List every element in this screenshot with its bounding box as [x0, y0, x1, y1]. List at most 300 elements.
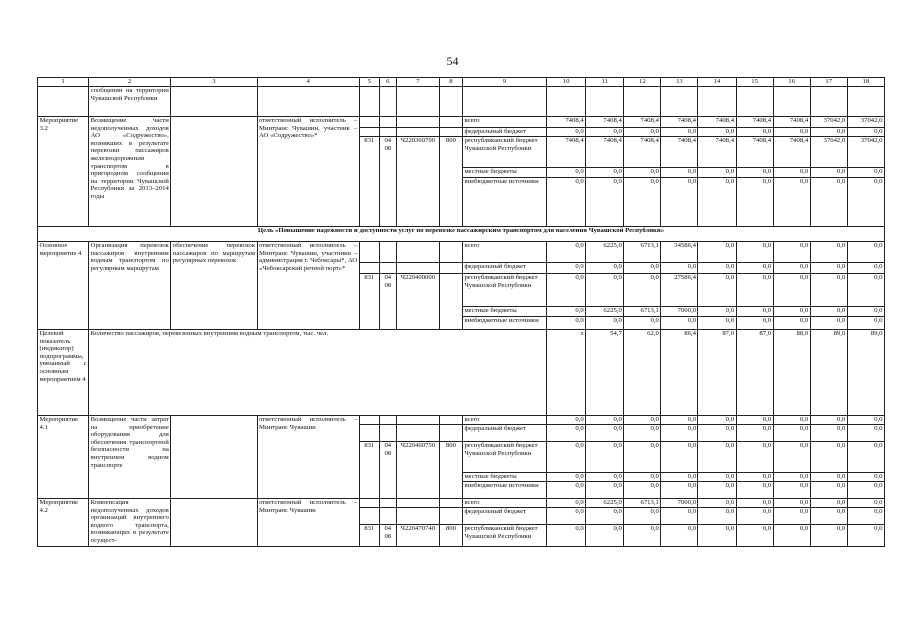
- year-value: 0,0: [624, 317, 661, 330]
- m32-result: [171, 117, 257, 227]
- year-value: 6225,0: [586, 307, 624, 317]
- year-value: 7408,4: [698, 137, 736, 168]
- empty-cell: [359, 508, 379, 525]
- year-value: 0,0: [661, 263, 698, 274]
- year-value: 0,0: [736, 482, 773, 499]
- year-value: 0,0: [736, 178, 773, 227]
- year-value: 0,0: [586, 263, 624, 274]
- year-value: 0,0: [773, 482, 810, 499]
- year-value: 0,0: [736, 263, 773, 274]
- year-value: 37042,0: [810, 117, 847, 128]
- year-value: 0,0: [773, 307, 810, 317]
- indicator-text: Количество пассажиров, перевезенных внутренним водным транспортом, тыс. чел.: [89, 330, 547, 416]
- empty-cell: [396, 128, 439, 137]
- year-value: 0,0: [698, 425, 736, 442]
- empty-cell: [396, 263, 439, 274]
- year-value: 7408,4: [586, 117, 624, 128]
- empty-cell: [379, 499, 396, 508]
- column-number: 12: [624, 78, 661, 87]
- empty-cell: [379, 242, 396, 263]
- year-value: 0,0: [661, 525, 698, 547]
- year-value: 0,0: [810, 128, 847, 137]
- empty-cell: [698, 87, 736, 117]
- year-value: 7408,4: [661, 117, 698, 128]
- year-value: 0,0: [810, 473, 847, 482]
- om4-name: Организация перевозок пассажиров внутренним водным транспортом по регулярным маршрутам: [89, 242, 171, 330]
- year-value: 7408,4: [773, 137, 810, 168]
- empty-cell: [359, 499, 379, 508]
- rzpr-code: 04 08: [379, 137, 396, 227]
- year-value: 0,0: [698, 482, 736, 499]
- vr-code: 800: [439, 442, 462, 499]
- funding-source: местные бюджеты: [462, 168, 546, 178]
- m41-name: Возмещение части затрат на приобретение оборудования для обеспечения транспортной безопасности на внутреннем водном транспорте: [89, 416, 171, 499]
- funding-source: республиканский бюджет Чувашской Республики: [462, 137, 546, 168]
- empty-cell: [439, 128, 462, 137]
- year-value: 0,0: [547, 242, 586, 263]
- year-value: 0,0: [810, 499, 847, 508]
- year-value: 0,0: [736, 499, 773, 508]
- year-value: 7000,0: [661, 499, 698, 508]
- year-value: 0,0: [698, 242, 736, 263]
- column-number: 6: [379, 78, 396, 87]
- year-value: 0,0: [810, 274, 847, 307]
- empty-cell: [439, 508, 462, 525]
- funding-source: республиканский бюджет Чувашской Республики: [462, 274, 546, 307]
- funding-source: федеральный бюджет: [462, 263, 546, 274]
- year-value: 0,0: [736, 416, 773, 425]
- grbs-code: 831: [359, 137, 379, 227]
- m42-result: [171, 499, 257, 547]
- year-value: 0,0: [698, 178, 736, 227]
- om4-result: обеспечение перевозок пассажиров по маршрутам регулярных перевозок: [171, 242, 257, 330]
- empty-cell: [359, 128, 379, 137]
- year-value: 0,0: [773, 263, 810, 274]
- year-value: 0,0: [586, 425, 624, 442]
- year-value: 37042,0: [847, 137, 884, 168]
- m41-row: [38, 416, 885, 425]
- empty-cell: [379, 87, 396, 117]
- year-value: 0,0: [547, 178, 586, 227]
- year-value: 0,0: [736, 425, 773, 442]
- year-value: 0,0: [810, 525, 847, 547]
- year-value: 0,0: [698, 442, 736, 473]
- year-value: 6225,0: [586, 242, 624, 263]
- year-value: 0,0: [586, 168, 624, 178]
- year-value: 0,0: [773, 442, 810, 473]
- empty-cell: [547, 87, 586, 117]
- year-value: 0,0: [586, 482, 624, 499]
- year-value: 0,0: [736, 508, 773, 525]
- year-value: 0,0: [547, 274, 586, 307]
- year-value: 0,0: [547, 317, 586, 330]
- year-value: 0,0: [661, 416, 698, 425]
- m42-row: [38, 499, 885, 508]
- empty-cell: [586, 87, 624, 117]
- year-value: 0,0: [586, 442, 624, 473]
- indicator-row: [38, 330, 885, 416]
- year-value: 0,0: [624, 473, 661, 482]
- column-number: 9: [462, 78, 546, 87]
- year-value: 0,0: [810, 242, 847, 263]
- year-value: 0,0: [773, 525, 810, 547]
- year-value: 37042,0: [810, 137, 847, 168]
- year-value: 7408,4: [547, 137, 586, 168]
- funding-source: внебюджетные источники: [462, 482, 546, 499]
- funding-source: федеральный бюджет: [462, 508, 546, 525]
- m41-executor: ответственный исполнитель – Минтранс Чувашии: [257, 416, 359, 499]
- year-value: 0,0: [586, 416, 624, 425]
- empty-cell: [379, 117, 396, 128]
- year-value: 0,0: [624, 416, 661, 425]
- year-value: 0,0: [586, 178, 624, 227]
- year-value: 0,0: [547, 416, 586, 425]
- year-value: 0,0: [810, 307, 847, 317]
- year-value: 0,0: [661, 482, 698, 499]
- year-value: 0,0: [810, 178, 847, 227]
- year-value: 27586,4: [661, 274, 698, 307]
- year-value: 0,0: [698, 508, 736, 525]
- year-value: 0,0: [773, 508, 810, 525]
- empty-cell: [736, 87, 773, 117]
- year-value: 0,0: [624, 168, 661, 178]
- year-value: 0,0: [847, 317, 884, 330]
- year-value: 0,0: [847, 473, 884, 482]
- year-value: 0,0: [547, 525, 586, 547]
- vr-code: 800: [439, 525, 462, 547]
- m32-row: [38, 117, 885, 128]
- year-value: 0,0: [547, 473, 586, 482]
- empty-cell: [359, 416, 379, 425]
- year-value: 0,0: [847, 168, 884, 178]
- year-value: 0,0: [661, 508, 698, 525]
- column-number: 1: [38, 78, 89, 87]
- goal-heading: Цель «Повышение надежности и доступности услуг по перевозке пассажирским транспортом для населения Чувашской Республики»: [38, 227, 885, 242]
- year-value: 0,0: [847, 508, 884, 525]
- funding-source: республиканский бюджет Чувашской Республики: [462, 442, 546, 473]
- empty-cell: [359, 242, 379, 263]
- year-value: 7408,4: [698, 117, 736, 128]
- empty-cell: [359, 87, 379, 117]
- year-value: 7408,4: [736, 117, 773, 128]
- column-number: 18: [847, 78, 884, 87]
- year-value: 0,0: [773, 178, 810, 227]
- empty-cell: [359, 263, 379, 274]
- empty-cell: [379, 425, 396, 442]
- year-value: 6713,1: [624, 499, 661, 508]
- year-value: 0,0: [547, 508, 586, 525]
- year-value: 7408,4: [624, 137, 661, 168]
- om4-code: Основное мероприятие 4: [38, 242, 89, 330]
- year-value: 0,0: [810, 168, 847, 178]
- year-value: 0,0: [847, 242, 884, 263]
- year-value: 0,0: [698, 416, 736, 425]
- year-value: 0,0: [586, 128, 624, 137]
- year-value: 0,0: [810, 508, 847, 525]
- year-value: 6225,0: [586, 499, 624, 508]
- column-number: 14: [698, 78, 736, 87]
- year-value: 0,0: [624, 178, 661, 227]
- year-value: 0,0: [736, 317, 773, 330]
- vr-code: [439, 274, 462, 330]
- indicator-value: 87,0: [736, 330, 773, 416]
- page-number: 54: [446, 54, 459, 68]
- column-number: 15: [736, 78, 773, 87]
- year-value: 0,0: [847, 416, 884, 425]
- om4-executor: ответственный исполнитель – Минтранс Чувашии, участники – администрация г. Чебоксары*, АО «Чебоксарский речной порт»*: [257, 242, 359, 330]
- empty-cell: [359, 425, 379, 442]
- year-value: 0,0: [810, 482, 847, 499]
- empty-cell: [439, 499, 462, 508]
- funding-source: всего: [462, 242, 546, 263]
- year-value: 0,0: [547, 168, 586, 178]
- m32-name: Возмещение части недополученных доходов АО «Содружество», возникших в результате перевозки пассажиров железнодорожным транспортом в пригородном сообщении на территории Чувашской Республики за 2013–2014 годы: [89, 117, 171, 227]
- empty-cell: [379, 416, 396, 425]
- empty-cell: [661, 87, 698, 117]
- year-value: 0,0: [773, 416, 810, 425]
- column-number: 10: [547, 78, 586, 87]
- empty-cell: [462, 87, 546, 117]
- year-value: 7408,4: [547, 117, 586, 128]
- year-value: 0,0: [847, 499, 884, 508]
- empty-cell: [847, 87, 884, 117]
- funding-source: местные бюджеты: [462, 307, 546, 317]
- year-value: 0,0: [547, 425, 586, 442]
- empty-cell: [396, 87, 439, 117]
- funding-source: всего: [462, 499, 546, 508]
- vr-code: 800: [439, 137, 462, 227]
- indicator-value: 87,0: [698, 330, 736, 416]
- empty-cell: [396, 242, 439, 263]
- grbs-code: 831: [359, 525, 379, 547]
- year-value: 7408,4: [736, 137, 773, 168]
- year-value: 0,0: [773, 168, 810, 178]
- year-value: 0,0: [698, 263, 736, 274]
- year-value: 0,0: [547, 128, 586, 137]
- year-value: 0,0: [698, 274, 736, 307]
- funding-source: республиканский бюджет Чувашской Республики: [462, 525, 546, 547]
- year-value: 0,0: [661, 317, 698, 330]
- year-value: 0,0: [624, 508, 661, 525]
- funding-source: внебюджетные источники: [462, 317, 546, 330]
- funding-source: всего: [462, 416, 546, 425]
- year-value: 0,0: [624, 482, 661, 499]
- year-value: 37042,0: [847, 117, 884, 128]
- empty-cell: [773, 87, 810, 117]
- year-value: 0,0: [847, 263, 884, 274]
- empty-cell: [257, 87, 359, 117]
- indicator-value: х: [547, 330, 586, 416]
- year-value: 6713,1: [624, 242, 661, 263]
- empty-cell: [624, 87, 661, 117]
- year-value: 0,0: [586, 508, 624, 525]
- year-value: 0,0: [773, 128, 810, 137]
- year-value: 0,0: [736, 128, 773, 137]
- rzpr-code: 04 08: [379, 442, 396, 499]
- empty-cell: [439, 416, 462, 425]
- om4-row: [38, 242, 885, 263]
- column-number: 4: [257, 78, 359, 87]
- m41-code: Мероприятие 4.1: [38, 416, 89, 499]
- empty-cell: [810, 87, 847, 117]
- year-value: 0,0: [847, 442, 884, 473]
- year-value: 0,0: [810, 442, 847, 473]
- year-value: 0,0: [661, 425, 698, 442]
- year-value: 0,0: [698, 128, 736, 137]
- indicator-value: 62,0: [624, 330, 661, 416]
- empty-cell: [396, 117, 439, 128]
- year-value: 0,0: [586, 317, 624, 330]
- year-value: 0,0: [736, 242, 773, 263]
- indicator-value: 86,4: [661, 330, 698, 416]
- year-value: 0,0: [698, 473, 736, 482]
- year-value: 7408,4: [661, 137, 698, 168]
- m42-executor: ответственный исполнитель – Минтранс Чувашии: [257, 499, 359, 547]
- year-value: 0,0: [736, 307, 773, 317]
- empty-cell: [396, 416, 439, 425]
- indicator-code: Целевой показатель (индикатор) подпрограммы, увязанный с основным мероприятием 4: [38, 330, 89, 416]
- column-number: 16: [773, 78, 810, 87]
- grbs-code: 831: [359, 274, 379, 330]
- empty-cell: [379, 508, 396, 525]
- year-value: 6713,1: [624, 307, 661, 317]
- year-value: 0,0: [661, 442, 698, 473]
- year-value: 0,0: [624, 263, 661, 274]
- empty-cell: [38, 87, 89, 117]
- column-number: 13: [661, 78, 698, 87]
- carry-row: [38, 87, 885, 117]
- year-value: 0,0: [736, 274, 773, 307]
- year-value: 0,0: [847, 128, 884, 137]
- year-value: 0,0: [661, 128, 698, 137]
- column-number: 8: [439, 78, 462, 87]
- empty-cell: [171, 87, 257, 117]
- empty-cell: [396, 425, 439, 442]
- funding-source: федеральный бюджет: [462, 425, 546, 442]
- m32-code: Мероприятие 3.2: [38, 117, 89, 227]
- funding-source: местные бюджеты: [462, 473, 546, 482]
- year-value: 0,0: [547, 482, 586, 499]
- empty-cell: [439, 263, 462, 274]
- year-value: 0,0: [624, 442, 661, 473]
- rzpr-code: 04 08: [379, 525, 396, 547]
- year-value: 0,0: [773, 473, 810, 482]
- goal-row: [38, 227, 885, 242]
- indicator-value: 89,0: [847, 330, 884, 416]
- grbs-code: 831: [359, 442, 379, 499]
- year-value: 0,0: [773, 499, 810, 508]
- year-value: 0,0: [547, 442, 586, 473]
- year-value: 0,0: [586, 274, 624, 307]
- funding-source: всего: [462, 117, 546, 128]
- empty-cell: [379, 128, 396, 137]
- column-number: 17: [810, 78, 847, 87]
- year-value: 0,0: [736, 473, 773, 482]
- year-value: 7408,4: [624, 117, 661, 128]
- empty-cell: [379, 263, 396, 274]
- csr-code: Ч220360790: [396, 137, 439, 227]
- funding-source: внебюджетные источники: [462, 178, 546, 227]
- m41-result: [171, 416, 257, 499]
- year-value: 0,0: [736, 525, 773, 547]
- csr-code: Ч220460750: [396, 442, 439, 499]
- year-value: 0,0: [698, 317, 736, 330]
- year-value: 0,0: [847, 425, 884, 442]
- year-value: 0,0: [773, 425, 810, 442]
- year-value: 0,0: [736, 168, 773, 178]
- year-value: 0,0: [847, 307, 884, 317]
- column-number: 11: [586, 78, 624, 87]
- csr-code: Ч220470740: [396, 525, 439, 547]
- column-number: 3: [171, 78, 257, 87]
- year-value: 0,0: [698, 168, 736, 178]
- year-value: 0,0: [661, 168, 698, 178]
- empty-cell: [396, 508, 439, 525]
- indicator-value: 89,0: [810, 330, 847, 416]
- year-value: 0,0: [624, 274, 661, 307]
- year-value: 0,0: [624, 128, 661, 137]
- year-value: 0,0: [586, 525, 624, 547]
- year-value: 0,0: [547, 307, 586, 317]
- year-value: 0,0: [547, 263, 586, 274]
- m42-code: Мероприятие 4.2: [38, 499, 89, 547]
- year-value: 0,0: [624, 425, 661, 442]
- year-value: 7000,0: [661, 307, 698, 317]
- year-value: 0,0: [810, 416, 847, 425]
- year-value: 0,0: [661, 473, 698, 482]
- year-value: 0,0: [698, 499, 736, 508]
- rzpr-code: 04 08: [379, 274, 396, 330]
- column-number: 2: [89, 78, 171, 87]
- column-number: 5: [359, 78, 379, 87]
- year-value: 0,0: [810, 425, 847, 442]
- year-value: 0,0: [586, 473, 624, 482]
- year-value: 0,0: [773, 274, 810, 307]
- indicator-value: 88,0: [773, 330, 810, 416]
- year-value: 0,0: [847, 525, 884, 547]
- empty-cell: [439, 242, 462, 263]
- year-value: 7408,4: [773, 117, 810, 128]
- year-value: 34586,4: [661, 242, 698, 263]
- empty-cell: [396, 499, 439, 508]
- year-value: 0,0: [547, 499, 586, 508]
- column-number: 7: [396, 78, 439, 87]
- funding-source: федеральный бюджет: [462, 128, 546, 137]
- year-value: 0,0: [736, 442, 773, 473]
- year-value: 0,0: [698, 525, 736, 547]
- empty-cell: [359, 117, 379, 128]
- year-value: 0,0: [773, 242, 810, 263]
- carry-text: сообщении на территории Чувашской Республики: [89, 87, 171, 117]
- indicator-value: 54,7: [586, 330, 624, 416]
- year-value: 0,0: [847, 274, 884, 307]
- year-value: 0,0: [810, 263, 847, 274]
- empty-cell: [439, 117, 462, 128]
- m42-name: Компенсация недополученных доходов организаций внутреннего водного транспорта, возникающих в результате осущест-: [89, 499, 171, 547]
- year-value: 0,0: [661, 178, 698, 227]
- year-value: 0,0: [624, 525, 661, 547]
- csr-code: Ч220400000: [396, 274, 439, 330]
- year-value: 0,0: [847, 482, 884, 499]
- empty-cell: [439, 87, 462, 117]
- header-row: [38, 78, 885, 87]
- year-value: 0,0: [847, 178, 884, 227]
- year-value: 7408,4: [586, 137, 624, 168]
- program-financing-table: [37, 77, 885, 547]
- year-value: 0,0: [810, 317, 847, 330]
- year-value: 0,0: [698, 307, 736, 317]
- year-value: 0,0: [773, 317, 810, 330]
